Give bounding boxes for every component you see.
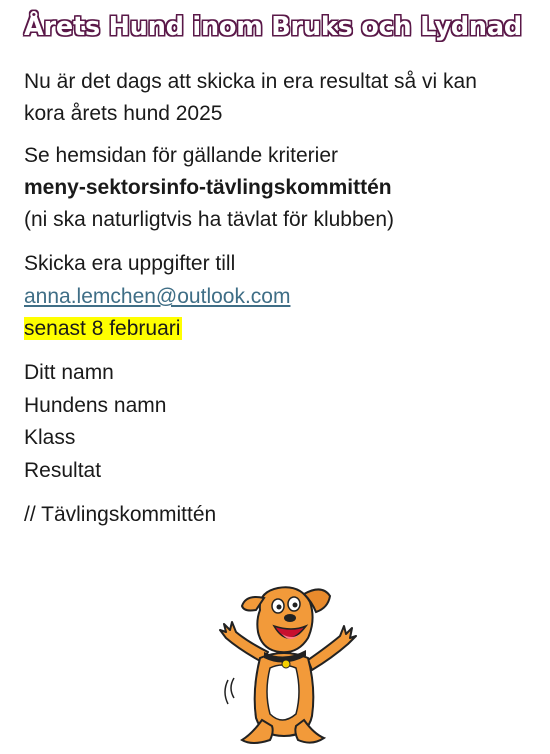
criteria-note: (ni ska naturligtvis ha tävlat för klubben) xyxy=(24,208,395,231)
field-class: Klass xyxy=(24,426,76,449)
field-name: Ditt namn xyxy=(24,361,114,384)
email-link-row xyxy=(24,281,290,313)
intro-line-1: Nu är det dags att skicka in era resultat så vi kan xyxy=(24,70,477,93)
menu-path: meny-sektorsinfo-tävlingskommittén xyxy=(24,176,392,199)
email-link[interactable]: anna.lemchen@outlook.com xyxy=(24,285,291,308)
deadline-row xyxy=(24,313,182,345)
criteria-line: Se hemsidan för gällande kriterier xyxy=(24,144,338,167)
field-dog-name: Hundens namn xyxy=(24,394,167,417)
cartoon-dog-icon xyxy=(212,580,358,748)
deadline-highlight: senast 8 februari xyxy=(24,317,181,340)
submit-line: Skicka era uppgifter till xyxy=(24,252,236,275)
page-title: Årets Hund inom Bruks och Lydnad xyxy=(24,12,522,42)
field-result: Resultat xyxy=(24,459,102,482)
signature: // Tävlingskommittén xyxy=(24,503,217,526)
intro-line-2: kora årets hund 2025 xyxy=(24,102,223,125)
